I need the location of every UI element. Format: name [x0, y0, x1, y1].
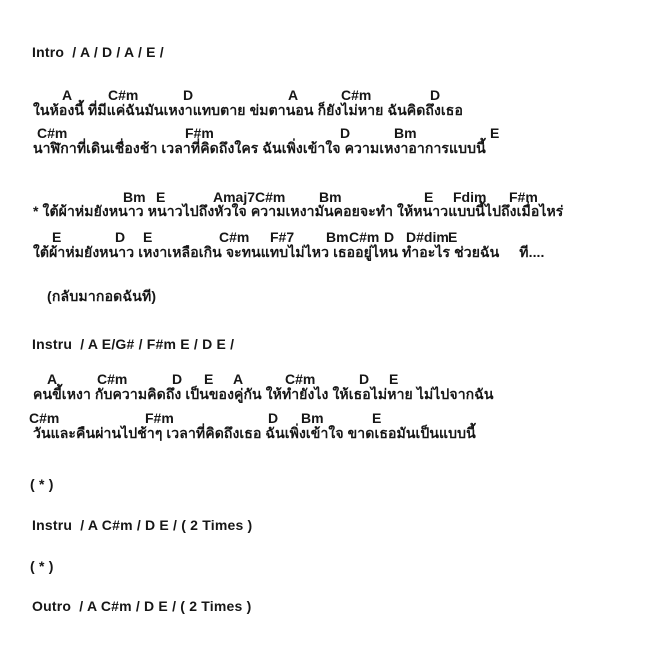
chord-symbol: E	[389, 371, 399, 387]
chord-symbol: A	[62, 87, 73, 103]
chord-line-2	[0, 124, 670, 140]
chord-symbol: Bm	[123, 189, 146, 205]
chord-symbol: D	[115, 229, 126, 245]
chord-symbol: A	[288, 87, 299, 103]
chord-symbol: E	[52, 229, 62, 245]
chord-symbol: D	[172, 371, 183, 387]
lyric-line-4: ใต้ผ้าห่มยังหนาว เหงาเหลือเกิน จะทนแทบไม่ไหว เธออยู่ไหน ทำอะไร ช่วยฉัน ที....	[33, 244, 545, 260]
chord-symbol: F#7	[270, 229, 295, 245]
chord-symbol: Bm	[319, 189, 342, 205]
chord-symbol: C#m	[349, 229, 380, 245]
chord-symbol: D#dim	[406, 229, 449, 245]
chord-symbol: D	[430, 87, 441, 103]
section-instru-2: Instru / A C#m / D E / ( 2 Times )	[32, 517, 253, 533]
chord-symbol: C#m	[341, 87, 372, 103]
repeat-cue-1: ( * )	[30, 476, 54, 492]
chord-line-5	[0, 370, 670, 386]
chord-line-1	[0, 86, 670, 102]
lyric-line-3: * ใต้ผ้าห่มยังหนาว หนาวไปถึงหัวใจ ความเหงามันคอยจะทำ ให้หนาวแบบนี้ไปถึงเมื่อไหร่	[33, 203, 564, 219]
chord-symbol: C#m	[285, 371, 316, 387]
lyric-line-5: คนขี้เหงา กับความคิดถึง เป็นของคู่กัน ให้ทำยังไง ให้เธอไม่หาย ไม่ไปจากฉัน	[33, 386, 494, 402]
chord-symbol: D	[359, 371, 370, 387]
lyric-line-1: ในห้องนี้ ที่มีแค่ฉันมันเหงาแทบตาย ข่มตานอน ก็ยังไม่หาย ฉันคิดถึงเธอ	[33, 102, 463, 118]
chord-symbol: C#m	[37, 125, 68, 141]
chord-symbol: C#m	[255, 189, 286, 205]
chord-symbol: Bm	[326, 229, 349, 245]
chord-symbol: C#m	[108, 87, 139, 103]
chord-symbol: Amaj7	[213, 189, 256, 205]
chord-symbol: Bm	[394, 125, 417, 141]
chord-symbol: E	[490, 125, 500, 141]
chord-symbol: D	[340, 125, 351, 141]
adlib-cue: (กลับมากอดฉันที)	[47, 288, 157, 304]
chord-symbol: C#m	[219, 229, 250, 245]
chord-symbol: Fdim	[453, 189, 487, 205]
chord-symbol: F#m	[185, 125, 214, 141]
chord-symbol: E	[424, 189, 434, 205]
chord-symbol: Bm	[301, 410, 324, 426]
chord-symbol: D	[183, 87, 194, 103]
lyric-line-2: นาฬิกาที่เดินเชื่องช้า เวลาที่คิดถึงใคร ฉันเพิ่งเข้าใจ ความเหงาอาการแบบนี้	[33, 140, 486, 156]
chord-symbol: E	[372, 410, 382, 426]
chord-symbol: C#m	[29, 410, 60, 426]
chord-symbol: A	[47, 371, 58, 387]
chord-symbol: E	[143, 229, 153, 245]
chord-line-4	[0, 228, 670, 244]
chord-symbol: D	[384, 229, 395, 245]
section-instru-1: Instru / A E/G# / F#m E / D E /	[32, 336, 235, 352]
chord-line-6	[0, 409, 670, 425]
repeat-cue-2: ( * )	[30, 558, 54, 574]
chord-symbol: E	[156, 189, 166, 205]
chord-symbol: E	[448, 229, 458, 245]
chord-symbol: E	[204, 371, 214, 387]
chord-symbol: C#m	[97, 371, 128, 387]
chord-symbol: D	[268, 410, 279, 426]
chord-symbol: F#m	[145, 410, 174, 426]
section-intro: Intro / A / D / A / E /	[32, 44, 164, 60]
lyric-line-6: วันและคืนผ่านไปช้าๆ เวลาที่คิดถึงเธอ ฉันเพิ่งเข้าใจ ขาดเธอมันเป็นแบบนี้	[33, 425, 476, 441]
chord-symbol: F#m	[509, 189, 538, 205]
section-outro: Outro / A C#m / D E / ( 2 Times )	[32, 598, 252, 614]
chord-symbol: A	[233, 371, 244, 387]
